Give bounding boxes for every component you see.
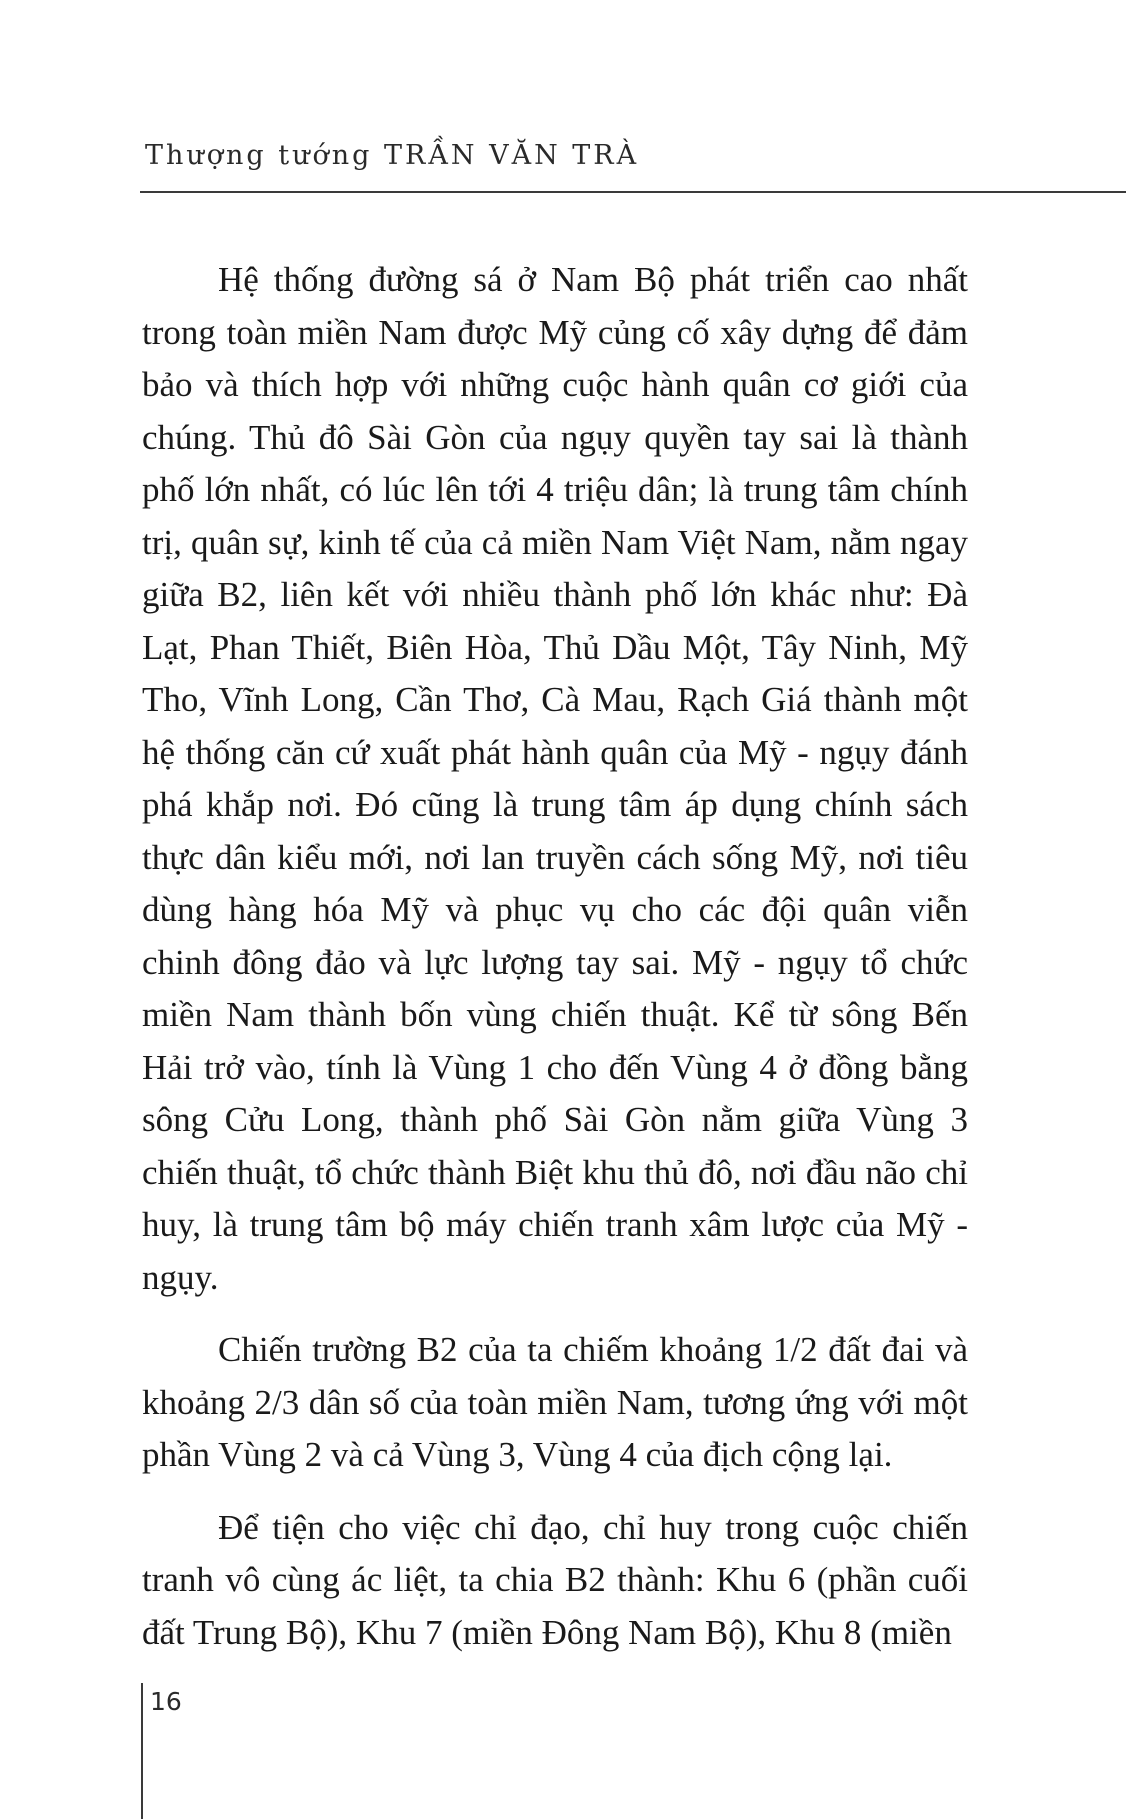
paragraph-2: Chiến trường B2 của ta chiếm khoảng 1/2 đất đai và khoảng 2/3 dân số của toàn miền Nam, tương ứng với một phần Vùng 2 và cả Vùng 3, Vùng 4 của địch cộng lại.	[142, 1330, 968, 1474]
running-header-title: Thượng tướng TRẦN VĂN TRÀ	[145, 140, 640, 171]
header-divider	[140, 191, 1126, 193]
paragraph-1: Hệ thống đường sá ở Nam Bộ phát triển cao nhất trong toàn miền Nam được Mỹ củng cố xây dựng để đảm bảo và thích hợp với những cuộc hành quân cơ giới của chúng. Thủ đô Sài Gòn của ngụy quyền tay sai là thành phố lớn nhất, có lúc lên tới 4 triệu dân; là trung tâm chính trị, quân sự, kinh tế của cả miền Nam Việt Nam, nằm ngay giữa B2, liên kết với nhiều thành phố lớn khác như: Đà Lạt, Phan Thiết, Biên Hòa, Thủ Dầu Một, Tây Ninh, Mỹ Tho, Vĩnh Long, Cần Thơ, Cà Mau, Rạch Giá thành một hệ thống căn cứ xuất phát hành quân của Mỹ - ngụy đánh phá khắp nơi. Đó cũng là trung tâm áp dụng chính sách thực dân kiểu mới, nơi lan truyền cách sống Mỹ, nơi tiêu dùng hàng hóa Mỹ và phục vụ cho các đội quân viễn chinh đông đảo và lực lượng tay sai. Mỹ - ngụy tổ chức miền Nam thành bốn vùng chiến thuật. Kể từ sông Bến Hải trở vào, tính là Vùng 1 cho đến Vùng 4 ở đồng bằng sông Cửu Long, thành phố Sài Gòn nằm giữa Vùng 3 chiến thuật, tổ chức thành Biệt khu thủ đô, nơi đầu não chỉ huy, là trung tâm bộ máy chiến tranh xâm lược của Mỹ - ngụy.	[142, 260, 968, 1297]
footer-divider	[141, 1683, 143, 1819]
page-number: 16	[150, 1687, 182, 1716]
paragraph-3: Để tiện cho việc chỉ đạo, chỉ huy trong cuộc chiến tranh vô cùng ác liệt, ta chia B2 thành: Khu 6 (phần cuối đất Trung Bộ), Khu 7 (miền Đông Nam Bộ), Khu 8 (miền	[142, 1507, 968, 1652]
page-body	[142, 254, 968, 1679]
